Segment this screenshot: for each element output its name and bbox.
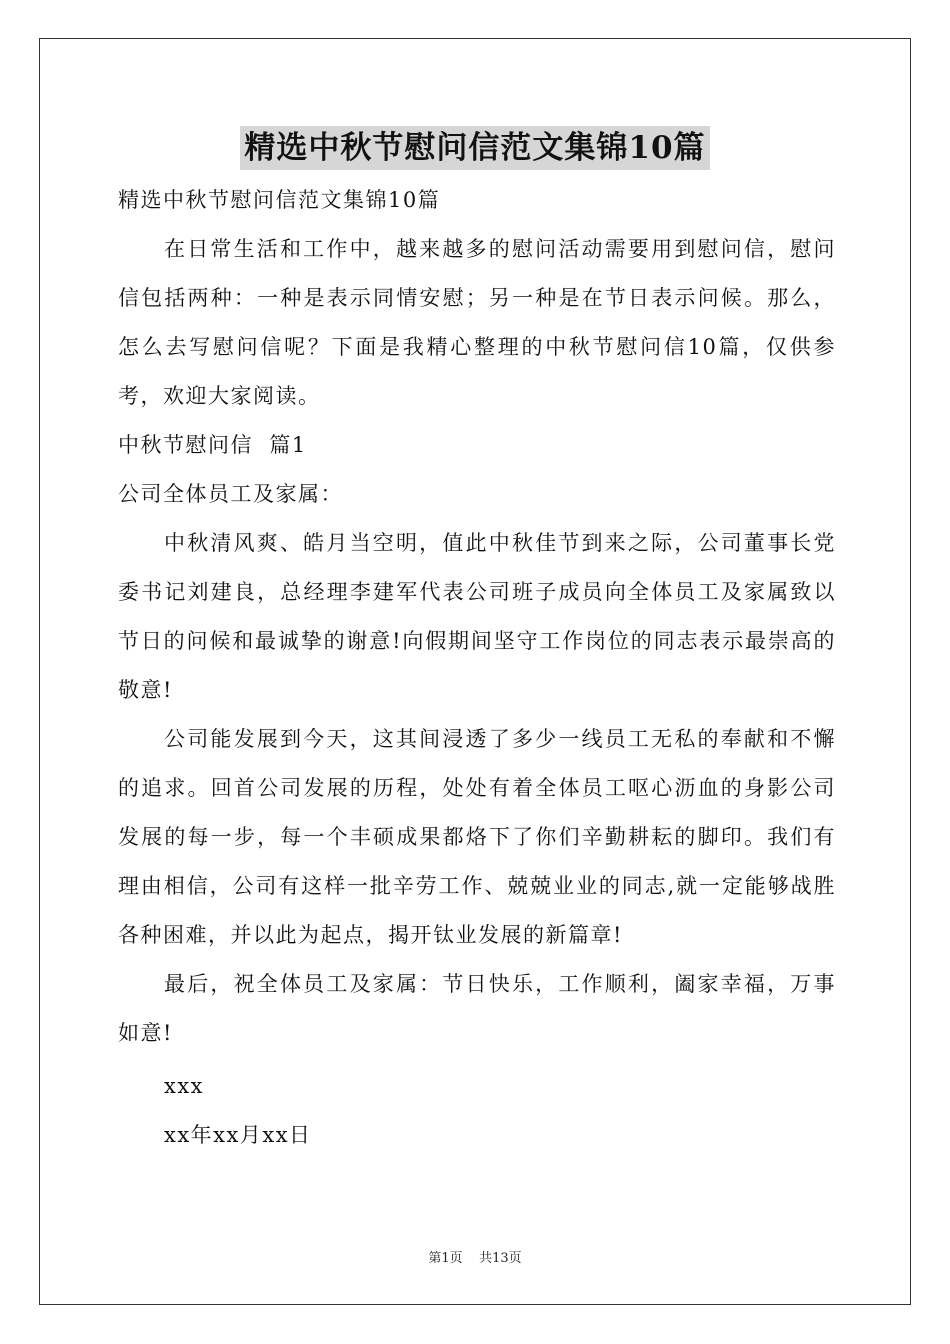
intro-paragraph: 在日常生活和工作中，越来越多的慰问活动需要用到慰问信，慰问信包括两种：一种是表示同情安慰；另一种是在节日表示问候。那么，怎么去写慰问信呢？下面是我精心整理的中秋节慰问信10篇，仅供参考，欢迎大家阅读。	[118, 237, 836, 408]
body-paragraph-2: 公司能发展到今天，这其间浸透了多少一线员工无私的奉献和不懈的追求。回首公司发展的历程，处处有着全体员工呕心沥血的身影公司发展的每一步，每一个丰硕成果都烙下了你们辛勤耕耘的脚印。我们有理由相信，公司有这样一批辛劳工作、兢兢业业的同志,就一定能够战胜各种困难，并以此为起点，揭开钛业发展的新篇章!	[118, 727, 836, 947]
signature: xxx	[164, 1074, 205, 1098]
document-subtitle: 精选中秋节慰问信范文集锦10篇	[118, 188, 441, 212]
section-heading: 中秋节慰问信 篇1	[118, 433, 307, 457]
salutation: 公司全体员工及家属：	[118, 482, 343, 506]
page-number: 第1页 共13页	[428, 1251, 522, 1266]
signature-date: xx年xx月xx日	[164, 1123, 312, 1147]
body-paragraph-1: 中秋清风爽、皓月当空明，值此中秋佳节到来之际，公司董事长党委书记刘建良，总经理李建军代表公司班子成员向全体员工及家属致以节日的问候和最诚挚的谢意!向假期间坚守工作岗位的同志表示最崇高的敬意!	[118, 531, 836, 702]
page-footer	[0, 1247, 950, 1266]
document-body	[118, 176, 836, 1160]
document-title: 精选中秋节慰问信范文集锦10篇	[240, 126, 709, 170]
document-title-wrapper	[0, 126, 950, 174]
body-paragraph-3: 最后，祝全体员工及家属：节日快乐，工作顺利，阖家幸福，万事如意!	[118, 972, 836, 1045]
